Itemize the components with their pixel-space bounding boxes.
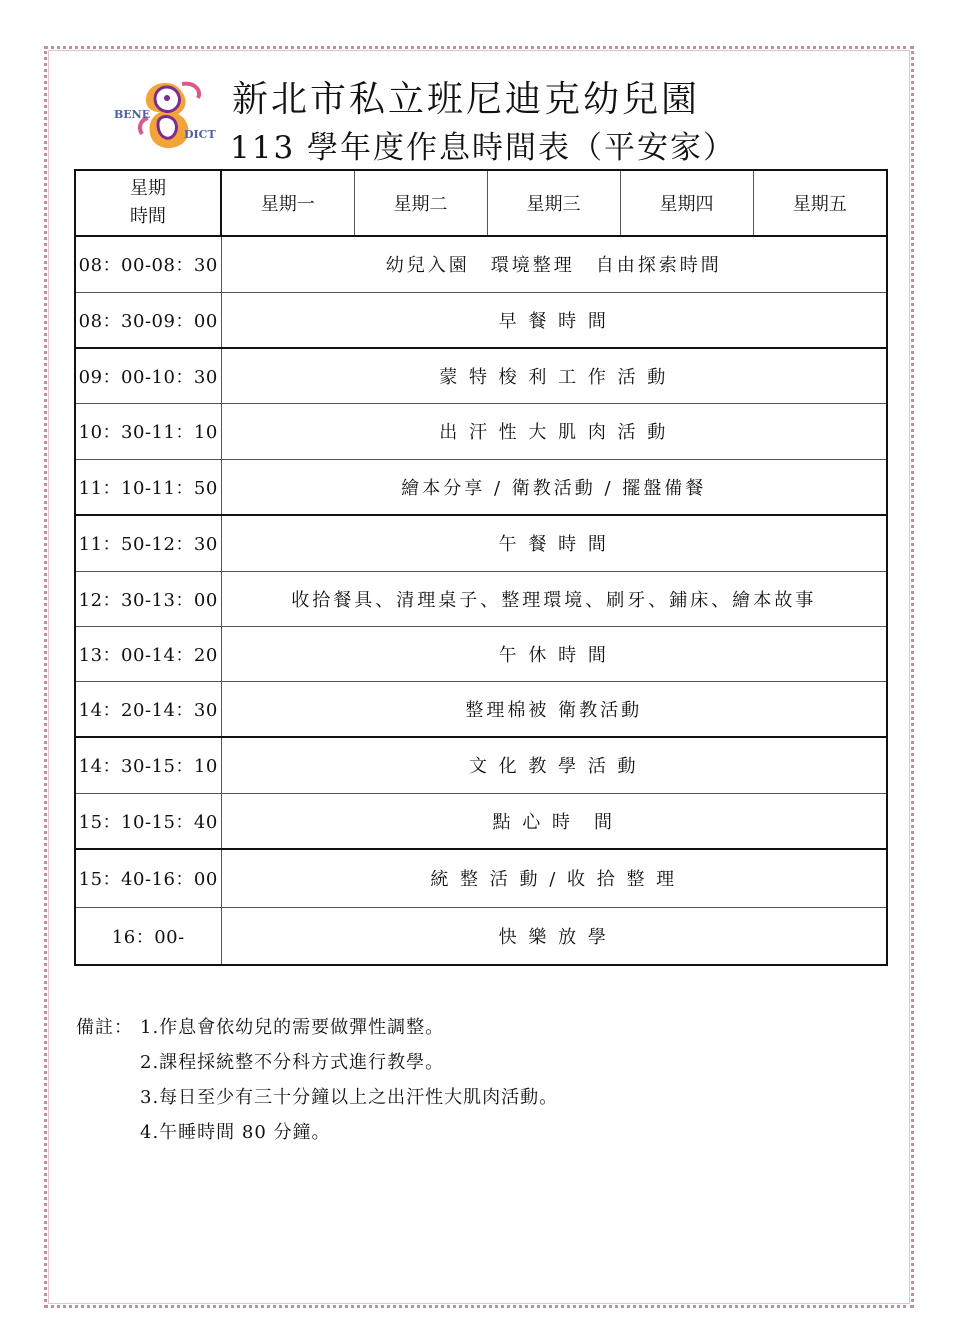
table-row xyxy=(75,793,887,849)
note-item xyxy=(76,1115,876,1150)
time-cell: 13：00-14：20 xyxy=(75,626,221,681)
time-cell: 14：30-15：10 xyxy=(75,737,221,793)
table-header-row xyxy=(75,170,887,236)
activity-cell: 快 樂 放 學 xyxy=(221,907,887,965)
activity-cell: 蒙 特 梭 利 工 作 活 動 xyxy=(221,348,887,403)
activity-cell: 點 心 時 間 xyxy=(221,793,887,849)
table-row xyxy=(75,681,887,737)
time-cell: 11：10-11：50 xyxy=(75,459,221,515)
school-name: 新北市私立班尼迪克幼兒園 xyxy=(232,79,701,120)
benedict-logo-icon xyxy=(112,78,216,154)
day-header-friday: 星期五 xyxy=(753,170,887,236)
activity-cell: 文 化 教 學 活 動 xyxy=(221,737,887,793)
corner-time-label: 時間 xyxy=(130,206,166,227)
day-header-wednesday: 星期三 xyxy=(487,170,620,236)
activity-cell: 收拾餐具、清理桌子、整理環境、刷牙、鋪床、繪本故事 xyxy=(221,571,887,626)
logo-text-bottom: DICT xyxy=(184,128,216,141)
table-row xyxy=(75,849,887,907)
table-row xyxy=(75,737,887,793)
activity-cell: 午 餐 時 間 xyxy=(221,515,887,571)
day-header-tuesday: 星期二 xyxy=(354,170,487,236)
table-row xyxy=(75,236,887,292)
note-text: 1.作息會依幼兒的需要做彈性調整。 xyxy=(140,1017,445,1038)
corner-header-cell xyxy=(75,170,221,236)
schedule-table xyxy=(74,169,888,966)
note-item xyxy=(76,1080,876,1115)
activity-cell: 繪本分享 / 衛教活動 / 擺盤備餐 xyxy=(221,459,887,515)
table-row xyxy=(75,292,887,348)
table-row xyxy=(75,515,887,571)
notes-section xyxy=(76,1010,876,1150)
time-cell: 15：40-16：00 xyxy=(75,849,221,907)
schedule-title: 113 學年度作息時間表（平安家） xyxy=(230,130,737,166)
activity-cell: 幼兒入園 環境整理 自由探索時間 xyxy=(221,236,887,292)
corner-weekday-label: 星期 xyxy=(130,178,166,199)
day-header-thursday: 星期四 xyxy=(620,170,753,236)
time-cell: 11：50-12：30 xyxy=(75,515,221,571)
activity-cell: 統 整 活 動 / 收 拾 整 理 xyxy=(221,849,887,907)
table-row xyxy=(75,459,887,515)
table-row xyxy=(75,907,887,965)
note-text: 3.每日至少有三十分鐘以上之出汗性大肌肉活動。 xyxy=(140,1087,559,1108)
activity-cell: 午 休 時 間 xyxy=(221,626,887,681)
day-header-monday: 星期一 xyxy=(221,170,354,236)
activity-cell: 早 餐 時 間 xyxy=(221,292,887,348)
table-row xyxy=(75,626,887,681)
note-item xyxy=(76,1045,876,1080)
note-text: 4.午睡時間 80 分鐘。 xyxy=(140,1122,331,1143)
time-cell: 15：10-15：40 xyxy=(75,793,221,849)
time-cell: 09：00-10：30 xyxy=(75,348,221,403)
note-text: 2.課程採統整不分科方式進行教學。 xyxy=(140,1052,445,1073)
time-cell: 12：30-13：00 xyxy=(75,571,221,626)
logo-text-top: BENE xyxy=(114,108,151,121)
time-cell: 08：30-09：00 xyxy=(75,292,221,348)
table-row xyxy=(75,348,887,403)
time-cell: 08：00-08：30 xyxy=(75,236,221,292)
time-cell: 14：20-14：30 xyxy=(75,681,221,737)
time-cell: 10：30-11：10 xyxy=(75,403,221,459)
note-item xyxy=(76,1010,876,1045)
activity-cell: 出 汗 性 大 肌 肉 活 動 xyxy=(221,403,887,459)
notes-label: 備註： xyxy=(76,1017,133,1038)
activity-cell: 整理棉被 衛教活動 xyxy=(221,681,887,737)
time-cell: 16：00- xyxy=(75,907,221,965)
table-row xyxy=(75,403,887,459)
table-row xyxy=(75,571,887,626)
